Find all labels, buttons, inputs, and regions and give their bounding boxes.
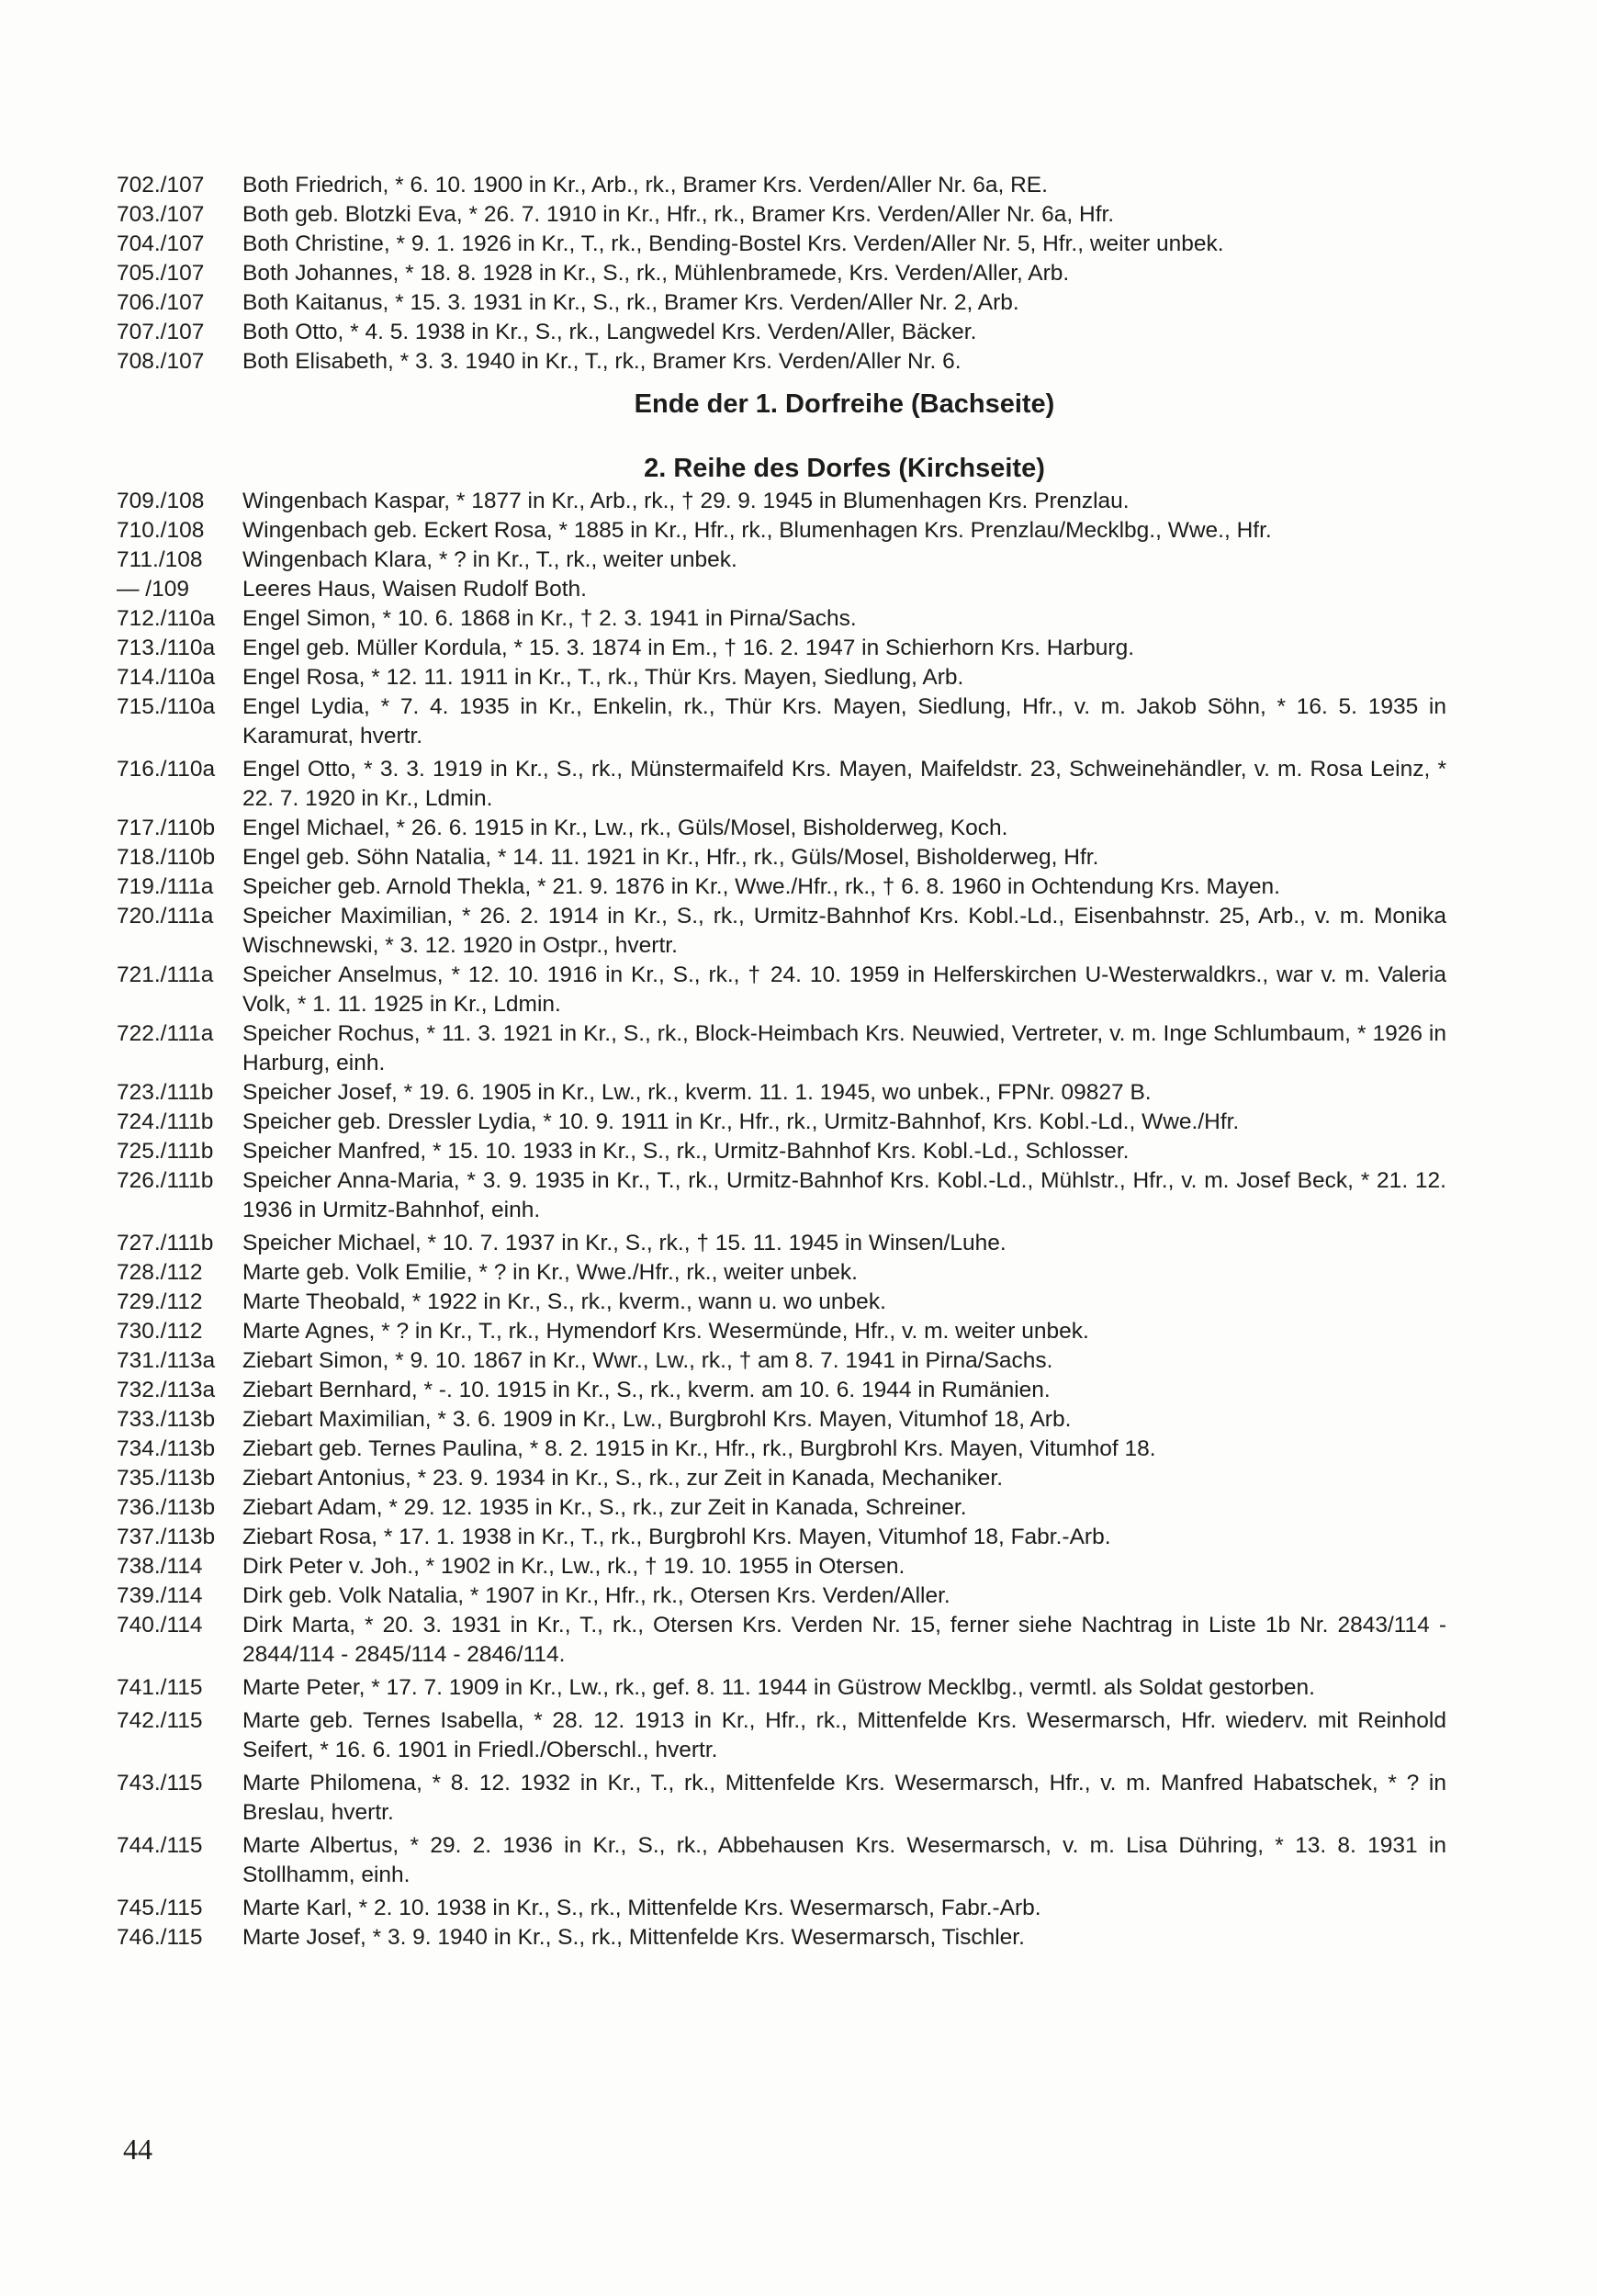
entry-text: Speicher Manfred, * 15. 10. 1933 in Kr., S., rk., Urmitz-Bahnhof Krs. Kobl.-Ld., Schlosser. xyxy=(242,1139,1130,1164)
entry-text: Speicher Rochus, * 11. 3. 1921 in Kr., S., rk., Block-Heimbach Krs. Neuwied, Vertreter, v. m. Inge Schlumbaum, * 1926 in Harburg, einh. xyxy=(242,1021,1446,1075)
entry-text: Ziebart Adam, * 29. 12. 1935 in Kr., S., rk., zur Zeit in Kanada, Schreiner. xyxy=(242,1495,967,1520)
entry-number: 714./110a xyxy=(117,665,216,690)
entry-number: 740./114 xyxy=(117,1613,203,1638)
register-entry xyxy=(117,1706,1446,1765)
register-entry xyxy=(117,902,1446,961)
register-entry xyxy=(117,843,1446,872)
entry-number: 733./113b xyxy=(117,1407,216,1432)
entry-number: 727./111b xyxy=(117,1231,214,1255)
register-entry xyxy=(117,1769,1446,1828)
register-entry xyxy=(117,1923,1446,1953)
register-entry xyxy=(117,1831,1446,1890)
entry-number: 741./115 xyxy=(117,1675,203,1700)
entry-number: 722./111a xyxy=(117,1021,214,1046)
entry-number: 737./113b xyxy=(117,1525,216,1549)
entry-number: 728./112 xyxy=(117,1260,203,1285)
register-entry xyxy=(117,1464,1446,1493)
entry-text: Speicher Anselmus, * 12. 10. 1916 in Kr., S., rk., † 24. 10. 1959 in Helferskirchen U-Westerwaldkrs., war v. m. Valeria Volk, * 1. 11. 1925 in Kr., Ldmin. xyxy=(242,962,1446,1017)
entry-text: Both Friedrich, * 6. 10. 1900 in Kr., Arb., rk., Bramer Krs. Verden/Aller Nr. 6a, RE. xyxy=(242,173,1048,197)
page-number: 44 xyxy=(123,2133,152,2166)
entry-number: 707./107 xyxy=(117,320,205,344)
entry-number: 745./115 xyxy=(117,1896,203,1920)
entry-number: 702./107 xyxy=(117,173,205,197)
heading-second-row: 2. Reihe des Dorfes (Kirchseite) xyxy=(644,454,1045,483)
entry-text: Leeres Haus, Waisen Rudolf Both. xyxy=(242,577,587,602)
register-entry xyxy=(117,1258,1446,1288)
register-entry xyxy=(117,230,1446,259)
entry-text: Engel Lydia, * 7. 4. 1935 in Kr., Enkelin, rk., Thür Krs. Mayen, Siedlung, Hfr., v. m. Jakob Söhn, * 16. 5. 1935 in Karamurat, hvertr. xyxy=(242,694,1446,748)
entry-number: 743./115 xyxy=(117,1771,203,1795)
entry-text: Engel Rosa, * 12. 11. 1911 in Kr., T., rk., Thür Krs. Mayen, Siedlung, Arb. xyxy=(242,665,964,690)
entry-text: Engel Otto, * 3. 3. 1919 in Kr., S., rk., Münstermaifeld Krs. Mayen, Maifeldstr. 23, Schweinehändler, v. m. Rosa Leinz, * 22. 7. 1920 in Kr., Ldmin. xyxy=(242,757,1446,811)
entry-number: 736./113b xyxy=(117,1495,216,1520)
register-entry xyxy=(117,1137,1446,1166)
entry-number: 711./108 xyxy=(117,547,203,572)
register-entry xyxy=(117,604,1446,634)
entry-number: 742./115 xyxy=(117,1708,203,1733)
entry-text: Marte geb. Ternes Isabella, * 28. 12. 1913 in Kr., Hfr., rk., Mittenfelde Krs. Wesermarsch, Hfr. wiederv. mit Reinhold Seifert, * 16. 6. 1901 in Friedl./Oberschl., hvertr. xyxy=(242,1708,1446,1762)
entry-text: Marte Josef, * 3. 9. 1940 in Kr., S., rk., Mittenfelde Krs. Wesermarsch, Tischler. xyxy=(242,1925,1025,1950)
entry-text: Dirk Peter v. Joh., * 1902 in Kr., Lw., rk., † 19. 10. 1955 in Otersen. xyxy=(242,1554,905,1579)
entry-text: Engel Simon, * 10. 6. 1868 in Kr., † 2. 3. 1941 in Pirna/Sachs. xyxy=(242,606,857,631)
register-entry xyxy=(117,814,1446,843)
page-content xyxy=(117,171,1446,1953)
entry-number: 713./110a xyxy=(117,636,216,660)
register-entry xyxy=(117,634,1446,663)
entry-text: Ziebart geb. Ternes Paulina, * 8. 2. 1915 in Kr., Hfr., rk., Burgbrohl Krs. Mayen, Vitumhof 18. xyxy=(242,1436,1156,1461)
entry-number: 732./113a xyxy=(117,1378,216,1402)
register-entry xyxy=(117,1894,1446,1923)
register-entry xyxy=(117,1346,1446,1376)
entry-number: 731./113a xyxy=(117,1348,216,1373)
register-entry xyxy=(117,1288,1446,1317)
register-entry xyxy=(117,692,1446,751)
register-entry xyxy=(117,1673,1446,1703)
section-kirchseite-entries xyxy=(117,487,1446,1953)
entry-text: Ziebart Antonius, * 23. 9. 1934 in Kr., S., rk., zur Zeit in Kanada, Mechaniker. xyxy=(242,1466,1003,1491)
entry-text: Ziebart Simon, * 9. 10. 1867 in Kr., Wwr., Lw., rk., † am 8. 7. 1941 in Pirna/Sachs. xyxy=(242,1348,1053,1373)
entry-text: Wingenbach geb. Eckert Rosa, * 1885 in Kr., Hfr., rk., Blumenhagen Krs. Prenzlau/Mecklbg., Wwe., Hfr. xyxy=(242,518,1272,543)
entry-number: 726./111b xyxy=(117,1168,214,1193)
entry-text: Dirk Marta, * 20. 3. 1931 in Kr., T., rk., Otersen Krs. Verden Nr. 15, ferner siehe Nachtrag in Liste 1b Nr. 2843/114 - 2844/114 - 2845/114 - 2846/114. xyxy=(242,1613,1446,1667)
register-entry xyxy=(117,1611,1446,1670)
entry-text: Ziebart Rosa, * 17. 1. 1938 in Kr., T., rk., Burgbrohl Krs. Mayen, Vitumhof 18, Fabr.-Arb. xyxy=(242,1525,1111,1549)
register-entry xyxy=(117,171,1446,200)
entry-text: Marte Agnes, * ? in Kr., T., rk., Hymendorf Krs. Wesermünde, Hfr., v. m. weiter unbek. xyxy=(242,1319,1089,1344)
entry-number: 704./107 xyxy=(117,231,205,256)
entry-text: Engel geb. Müller Kordula, * 15. 3. 1874 in Em., † 16. 2. 1947 in Schierhorn Krs. Harburg. xyxy=(242,636,1135,660)
entry-text: Both Otto, * 4. 5. 1938 in Kr., S., rk., Langwedel Krs. Verden/Aller, Bäcker. xyxy=(242,320,977,344)
register-entry xyxy=(117,872,1446,902)
register-entry xyxy=(117,546,1446,575)
entry-number: 734./113b xyxy=(117,1436,216,1461)
entry-text: Marte Karl, * 2. 10. 1938 in Kr., S., rk., Mittenfelde Krs. Wesermarsch, Fabr.-Arb. xyxy=(242,1896,1041,1920)
register-entry xyxy=(117,961,1446,1019)
entry-text: Marte Philomena, * 8. 12. 1932 in Kr., T., rk., Mittenfelde Krs. Wesermarsch, Hfr., v. m. Manfred Habatschek, * ? in Breslau, hvertr. xyxy=(242,1771,1446,1825)
entry-text: Both geb. Blotzki Eva, * 26. 7. 1910 in Kr., Hfr., rk., Bramer Krs. Verden/Aller Nr. 6a, Hfr. xyxy=(242,202,1115,227)
entry-text: Marte Albertus, * 29. 2. 1936 in Kr., S., rk., Abbehausen Krs. Wesermarsch, v. m. Lisa Dühring, * 13. 8. 1931 in Stollhamm, einh. xyxy=(242,1833,1446,1887)
entry-number: 716./110a xyxy=(117,757,216,782)
entry-text: Marte geb. Volk Emilie, * ? in Kr., Wwe./Hfr., rk., weiter unbek. xyxy=(242,1260,858,1285)
entry-text: Speicher geb. Dressler Lydia, * 10. 9. 1911 in Kr., Hfr., rk., Urmitz-Bahnhof, Krs. Kobl.-Ld., Wwe./Hfr. xyxy=(242,1109,1240,1134)
entry-number: 720./111a xyxy=(117,904,214,929)
register-entry xyxy=(117,347,1446,377)
entry-text: Speicher Michael, * 10. 7. 1937 in Kr., S., rk., † 15. 11. 1945 in Winsen/Luhe. xyxy=(242,1231,1007,1255)
register-entry xyxy=(117,575,1446,604)
register-entry xyxy=(117,288,1446,318)
entry-number: 729./112 xyxy=(117,1289,203,1314)
entry-number: 738./114 xyxy=(117,1554,203,1579)
register-entry xyxy=(117,1405,1446,1435)
entry-number: 719./111a xyxy=(117,874,214,899)
entry-number: 705./107 xyxy=(117,261,205,286)
entry-number: 709./108 xyxy=(117,489,205,513)
register-entry xyxy=(117,259,1446,288)
entry-text: Speicher geb. Arnold Thekla, * 21. 9. 1876 in Kr., Wwe./Hfr., rk., † 6. 8. 1960 in Ochtendung Krs. Mayen. xyxy=(242,874,1280,899)
entry-number: 721./111a xyxy=(117,962,214,987)
register-entry xyxy=(117,1078,1446,1108)
entry-number: 725./111b xyxy=(117,1139,214,1164)
register-entry xyxy=(117,516,1446,546)
register-entry xyxy=(117,755,1446,814)
entry-text: Dirk geb. Volk Natalia, * 1907 in Kr., Hfr., rk., Otersen Krs. Verden/Aller. xyxy=(242,1583,950,1608)
entry-number: 724./111b xyxy=(117,1109,214,1134)
register-entry xyxy=(117,1108,1446,1137)
entry-text: Both Elisabeth, * 3. 3. 1940 in Kr., T., rk., Bramer Krs. Verden/Aller Nr. 6. xyxy=(242,349,962,374)
entry-number: 735./113b xyxy=(117,1466,216,1491)
entry-text: Engel geb. Söhn Natalia, * 14. 11. 1921 in Kr., Hfr., rk., Güls/Mosel, Bisholderweg, Hfr. xyxy=(242,845,1099,870)
entry-text: Both Christine, * 9. 1. 1926 in Kr., T., rk., Bending-Bostel Krs. Verden/Aller Nr. 5, Hfr., weiter unbek. xyxy=(242,231,1224,256)
entry-text: Ziebart Bernhard, * -. 10. 1915 in Kr., S., rk., kverm. am 10. 6. 1944 in Rumänien. xyxy=(242,1378,1051,1402)
register-entry xyxy=(117,487,1446,516)
register-entry xyxy=(117,200,1446,230)
entry-text: Ziebart Maximilian, * 3. 6. 1909 in Kr., Lw., Burgbrohl Krs. Mayen, Vitumhof 18, Arb. xyxy=(242,1407,1072,1432)
entry-text: Speicher Maximilian, * 26. 2. 1914 in Kr., S., rk., Urmitz-Bahnhof Krs. Kobl.-Ld., Eisenbahnstr. 25, Arb., v. m. Monika Wischnewski, * 3. 12. 1920 in Ostpr., hvertr. xyxy=(242,904,1446,958)
entry-number: 739./114 xyxy=(117,1583,203,1608)
entry-number: 703./107 xyxy=(117,202,205,227)
entry-number: 706./107 xyxy=(117,290,205,315)
entry-number: 712./110a xyxy=(117,606,216,631)
register-entry xyxy=(117,1523,1446,1552)
register-entry xyxy=(117,1581,1446,1611)
entry-number: — /109 xyxy=(117,577,189,602)
register-entry xyxy=(117,1493,1446,1523)
entry-number: 710./108 xyxy=(117,518,205,543)
entry-number: 715./110a xyxy=(117,694,216,719)
entry-number: 717./110b xyxy=(117,816,216,840)
entry-text: Speicher Anna-Maria, * 3. 9. 1935 in Kr., T., rk., Urmitz-Bahnhof Krs. Kobl.-Ld., Mühlstr., Hfr., v. m. Josef Beck, * 21. 12. 1936 in Urmitz-Bahnhof, einh. xyxy=(242,1168,1446,1222)
entry-number: 718./110b xyxy=(117,845,216,870)
register-entry xyxy=(117,1435,1446,1464)
register-entry xyxy=(117,1166,1446,1225)
entry-text: Marte Peter, * 17. 7. 1909 in Kr., Lw., rk., gef. 8. 11. 1944 in Güstrow Mecklbg., vermtl. als Soldat gestorben. xyxy=(242,1675,1315,1700)
entry-number: 708./107 xyxy=(117,349,205,374)
register-entry xyxy=(117,1317,1446,1346)
heading-end-first-row: Ende der 1. Dorfreihe (Bachseite) xyxy=(634,389,1055,419)
register-entry xyxy=(117,663,1446,692)
entry-text: Wingenbach Kaspar, * 1877 in Kr., Arb., rk., † 29. 9. 1945 in Blumenhagen Krs. Prenzlau. xyxy=(242,489,1130,513)
register-entry xyxy=(117,1019,1446,1078)
entry-text: Marte Theobald, * 1922 in Kr., S., rk., kverm., wann u. wo unbek. xyxy=(242,1289,886,1314)
entry-text: Both Johannes, * 18. 8. 1928 in Kr., S., rk., Mühlenbramede, Krs. Verden/Aller, Arb. xyxy=(242,261,1070,286)
register-entry xyxy=(117,318,1446,347)
entry-number: 730./112 xyxy=(117,1319,203,1344)
entry-text: Both Kaitanus, * 15. 3. 1931 in Kr., S., rk., Bramer Krs. Verden/Aller Nr. 2, Arb. xyxy=(242,290,1019,315)
register-entry xyxy=(117,1552,1446,1581)
entry-text: Wingenbach Klara, * ? in Kr., T., rk., weiter unbek. xyxy=(242,547,737,572)
entry-number: 723./111b xyxy=(117,1080,214,1105)
entry-text: Engel Michael, * 26. 6. 1915 in Kr., Lw., rk., Güls/Mosel, Bisholderweg, Koch. xyxy=(242,816,1008,840)
register-entry xyxy=(117,1229,1446,1258)
entry-text: Speicher Josef, * 19. 6. 1905 in Kr., Lw., rk., kverm. 11. 1. 1945, wo unbek., FPNr. 09827 B. xyxy=(242,1080,1152,1105)
entry-number: 744./115 xyxy=(117,1833,203,1858)
register-entry xyxy=(117,1376,1446,1405)
entry-number: 746./115 xyxy=(117,1925,203,1950)
section-bachseite-entries xyxy=(117,171,1446,377)
